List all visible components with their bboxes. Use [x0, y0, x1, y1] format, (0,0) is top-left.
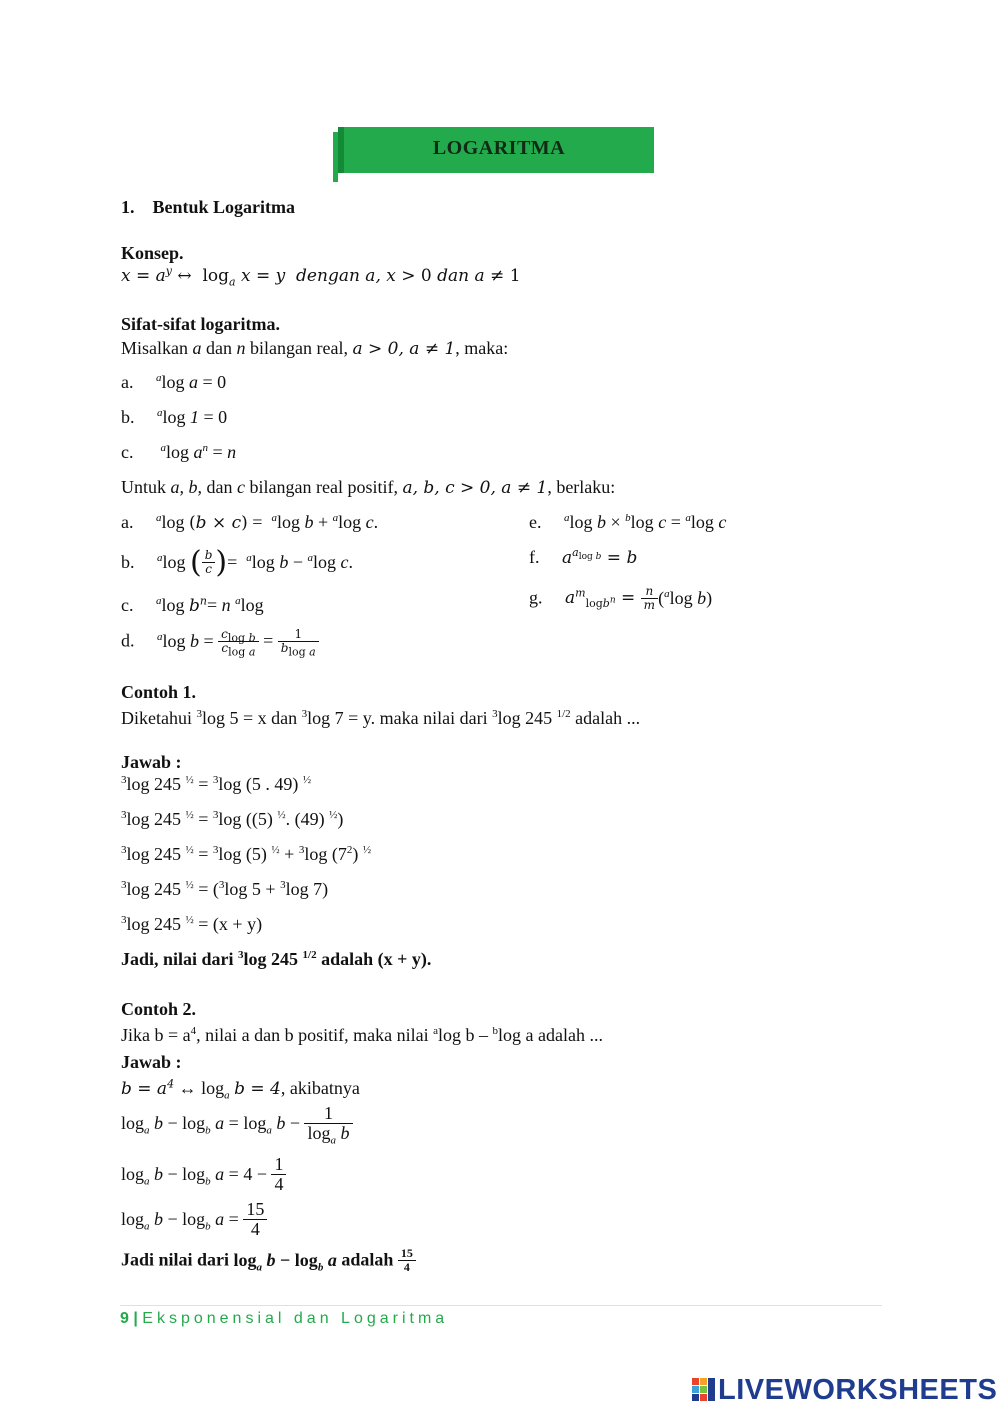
contoh2-step1: $b = a^4$ ↔ $\log_a b = 4$, akibatnya: [121, 1077, 360, 1102]
footer-divider: [120, 1305, 882, 1306]
liveworksheets-text: LIVEWORKSHEETS: [718, 1374, 998, 1406]
rule-e: e. $^a$log b × $^b$log c = $^a$log c: [529, 512, 727, 532]
footer-text: Eksponensial dan Logaritma: [142, 1310, 449, 1327]
liveworksheets-icon: [692, 1378, 716, 1402]
rule-a: a. $^a$log (b × c) = $^a$log b + $^a$log c.: [121, 512, 379, 533]
property-c: c. $^a$log $a^n = n$: [121, 442, 237, 462]
rule-f: f. $a^{a_{log b}} = b$: [529, 546, 638, 568]
contoh2-heading: Contoh 2.: [121, 999, 197, 1019]
page-number: 9: [120, 1310, 129, 1327]
contoh2-step2: $\log_a b - \log_b a = \log_a b$ − $\frac{1}{\log_a b}$: [121, 1104, 353, 1143]
rule-b: b. $^a$log ( $\frac{b}{c}$ )= $^a$log b − $^a$log c.: [121, 545, 353, 580]
contoh2-question: Jika $b = a^4$, nilai a dan b positif, maka nilai $^a$log b – $^b$log a adalah ...: [121, 1025, 603, 1045]
rule-g: g. $a^m_{logb^n}$ = $\frac{n}{m}$ ($^a$log b): [529, 584, 713, 612]
contoh2-step4: $\log_a b - \log_b a$ = $\frac{15}{4}$: [121, 1200, 267, 1239]
section-title: Bentuk Logaritma: [152, 197, 296, 217]
property-b: b. $^a$log 1 = 0: [121, 407, 228, 427]
untuk-intro: Untuk a, b, dan c bilangan real positif, a, b, c > 0, a ≠ 1, berlaku:: [121, 477, 616, 498]
footer-separator: |: [128, 1310, 143, 1327]
konsep-heading: Konsep.: [121, 243, 184, 263]
contoh1-step5: $^3$log 245 $^{\frac{1}{2}}$ = (x + y): [121, 914, 263, 934]
liveworksheets-logo: [692, 1374, 997, 1407]
page-title: LOGARITMA: [432, 137, 566, 159]
contoh1-step4: $^3$log 245 $^{\frac{1}{2}}$ = ($^3$log 5 + $^3$log 7): [121, 879, 329, 899]
contoh1-step1: $^3$log 245 $^{\frac{1}{2}}$ = $^3$log (5 . 49) $^{\frac{1}{2}}$: [121, 774, 312, 794]
title-banner: [338, 127, 654, 173]
contoh2-jawab: Jawab :: [121, 1052, 182, 1072]
property-a: a. $^a$log a = 0: [121, 372, 227, 392]
konsep-formula: $x = a^y$ ↔ $\log_a x = y$ dengan a, x > 0 dan a ≠ 1: [121, 264, 521, 289]
page-footer: [120, 1310, 448, 1328]
contoh1-step2: $^3$log 245 $^{\frac{1}{2}}$ = $^3$log ((5) $^{\frac{1}{2}}$. (49) $^{\frac{1}{2}}$): [121, 809, 344, 829]
section-heading: [121, 197, 295, 218]
section-number: 1.: [121, 197, 135, 217]
contoh1-question: Diketahui $^3$log 5 = x dan $^3$log 7 = y. maka nilai dari $^3$log 245 $^{1/2}$ adalah ...: [121, 708, 641, 728]
contoh1-heading: Contoh 1.: [121, 682, 197, 702]
contoh2-step3: $\log_a b - \log_b a = 4$ − $\frac{1}{4}$: [121, 1155, 286, 1194]
contoh2-conclusion: Jadi nilai dari $\log_a b - \log_b a$ adalah $\frac{15}{4}$: [121, 1247, 416, 1273]
sifat-heading: Sifat-sifat logaritma.: [121, 314, 280, 334]
contoh1-conclusion: Jadi, nilai dari $^3$log 245 $^{1/2}$ adalah (x + y).: [121, 949, 432, 969]
sifat-intro: Misalkan a dan n bilangan real, a > 0, a ≠ 1, maka:: [121, 338, 509, 359]
contoh1-step3: $^3$log 245 $^{\frac{1}{2}}$ = $^3$log (5) $^{\frac{1}{2}}$ + $^3$log $(7^2)$ $^{\frac{1}{2}}$: [121, 844, 372, 864]
rule-c: c. $^a$log $b^n= n$ $^a$log: [121, 594, 264, 616]
contoh1-jawab: Jawab :: [121, 752, 182, 772]
rule-d: d. $^a$log b = $\frac{c_{log b}}{c_{log a}}$ = $\frac{1}{b_{log a}}$: [121, 628, 319, 654]
